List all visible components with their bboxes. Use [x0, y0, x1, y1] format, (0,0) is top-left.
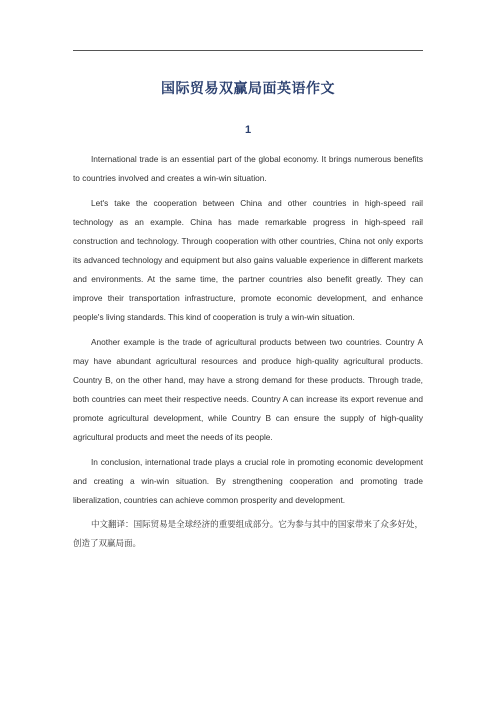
section-number: 1 [244, 124, 252, 136]
paragraph-conclusion: In conclusion, international trade plays a crucial role in promoting economic development and creating a win-win situation. By strengthening cooperation and promoting trade liberalization, countries can achieve common prosperity and development. [73, 457, 423, 505]
paragraph-agriculture: Another example is the trade of agricultural products between two countries. Country A may have abundant agricultural resources and produce high-quality agricultural products. Country B, on the other hand, may have a strong demand for these products. Through trade, both countries can meet their respective needs. Country A can increase its export revenue and promote agricultural development, while Country B can ensure the supply of high-quality agricultural products and meet the needs of its people. [73, 337, 423, 442]
header-rule [73, 50, 423, 51]
document-body [73, 150, 423, 560]
paragraph-high-speed-rail: Let's take the cooperation between China and other countries in high-speed rail technology as an example. China has made remarkable progress in high-speed rail construction and technology. Through cooperation with other countries, China not only exports its advanced technology and equipment but also gains valuable experience in different markets and environments. At the same time, the partner countries also benefit greatly. They can improve their transportation infrastructure, promote economic development, and enhance people's living standards. This kind of cooperation is truly a win-win situation. [73, 198, 423, 322]
document-title: 国际贸易双赢局面英语作文 [161, 81, 335, 97]
paragraph-intro: International trade is an essential part of the global economy. It brings numerous benefits to countries involved and creates a win-win situation. [73, 154, 423, 183]
paragraph-chinese-translation: 中文翻译：国际贸易是全球经济的重要组成部分。它为参与其中的国家带来了众多好处，创造了双赢局面。 [73, 520, 423, 549]
